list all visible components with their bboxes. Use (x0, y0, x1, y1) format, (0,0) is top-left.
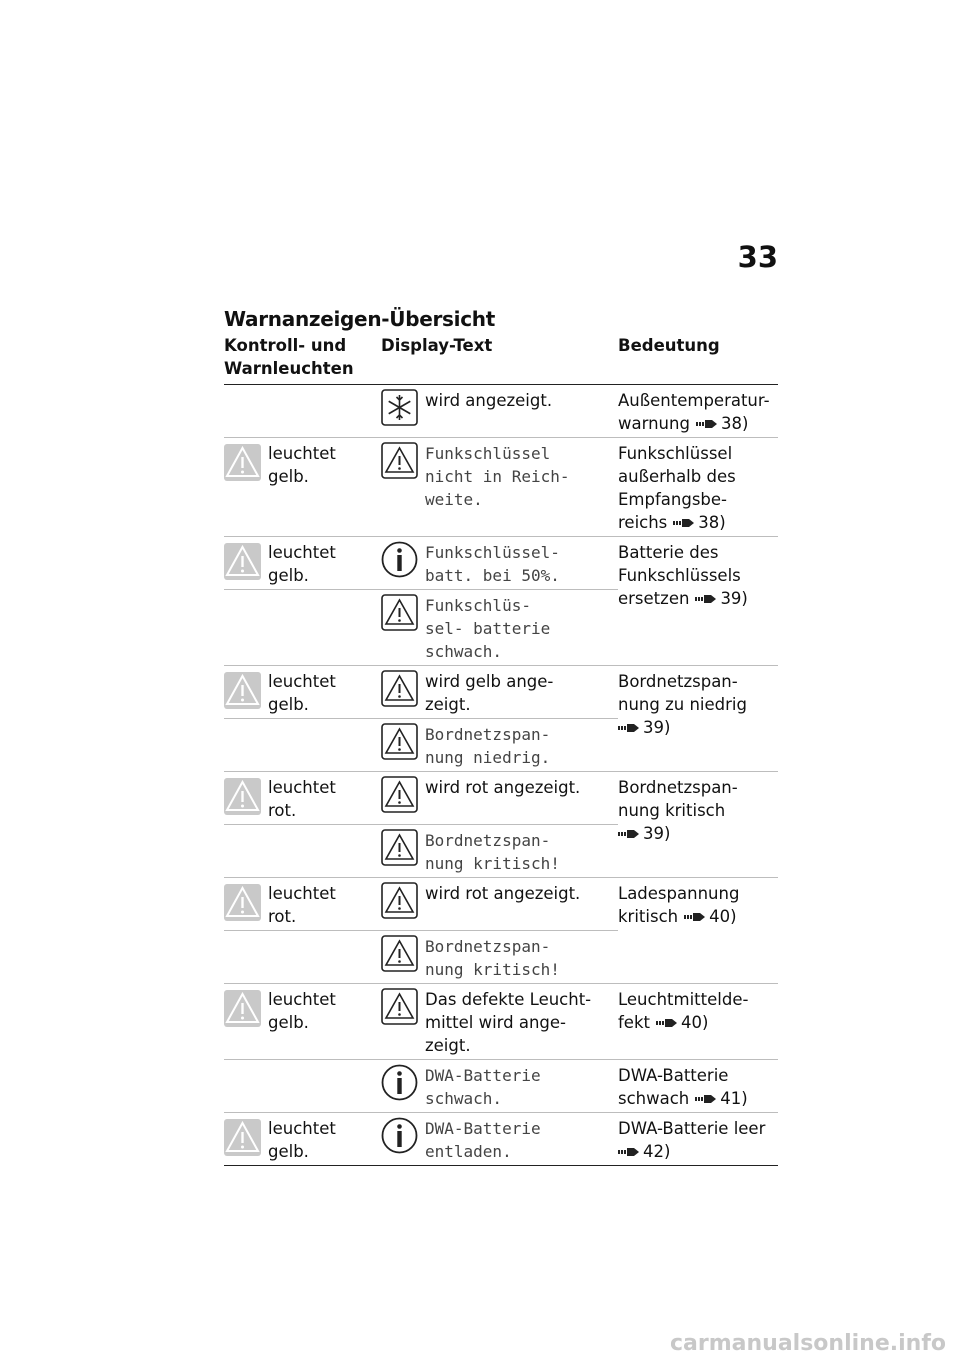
warning-triangle-icon (381, 594, 418, 631)
table-row (224, 666, 778, 719)
meaning-text: Außentemperatur- warnung (618, 391, 770, 433)
meaning-text: DWA-Batterie leer (618, 1119, 766, 1138)
page-reference[interactable]: 39) (643, 718, 671, 737)
warning-light-icon (224, 1119, 261, 1156)
control-cell (224, 666, 381, 719)
control-text: leuchtet gelb. (268, 1119, 336, 1161)
page-reference-arrow-icon (696, 418, 718, 430)
meaning-cell (618, 537, 778, 666)
display-cell (381, 666, 618, 719)
table-row (224, 772, 778, 825)
meaning-text: Leuchtmittelde- fekt (618, 990, 749, 1032)
display-text: Bordnetzspan- nung kritisch! (425, 937, 560, 979)
meaning-text: DWA-Batterie schwach (618, 1066, 729, 1108)
control-cell (224, 984, 381, 1060)
table-row (224, 984, 778, 1060)
header-display-text: Display-Text (381, 336, 493, 355)
meaning-text: Funkschlüssel außerhalb des Empfangsbe- reichs (618, 444, 736, 532)
page-reference[interactable]: 40) (681, 1013, 709, 1032)
table-row (224, 438, 778, 537)
warning-triangle-icon (381, 442, 418, 479)
info-icon (381, 541, 418, 578)
display-cell (381, 772, 618, 825)
display-text: Bordnetzspan- nung niedrig. (425, 725, 551, 767)
warning-triangle-icon (381, 670, 418, 707)
table-row (224, 537, 778, 590)
page-reference[interactable]: 39) (643, 824, 671, 843)
control-text: leuchtet gelb. (268, 990, 336, 1032)
warning-triangle-icon (381, 723, 418, 760)
control-cell (224, 772, 381, 825)
page-reference-arrow-icon (673, 517, 695, 529)
control-text: leuchtet gelb. (268, 672, 336, 714)
meaning-cell (618, 1060, 778, 1113)
warning-light-icon (224, 884, 261, 921)
display-text: wird rot angezeigt. (425, 884, 581, 903)
meaning-text: Batterie des Funkschlüssels ersetzen (618, 543, 741, 608)
page-reference-arrow-icon (656, 1017, 678, 1029)
table-row (224, 385, 778, 438)
control-text: leuchtet rot. (268, 884, 336, 926)
display-cell (381, 984, 618, 1060)
page-reference-arrow-icon (695, 1093, 717, 1105)
display-cell (381, 385, 618, 438)
page-reference[interactable]: 39) (720, 589, 748, 608)
control-cell (224, 1060, 381, 1113)
meaning-cell (618, 1113, 778, 1166)
page-reference[interactable]: 38) (720, 414, 749, 433)
meaning-cell (618, 984, 778, 1060)
info-icon (381, 1117, 418, 1154)
page-reference[interactable]: 41) (720, 1089, 748, 1108)
warning-triangle-icon (381, 988, 418, 1025)
control-cell (224, 878, 381, 931)
display-text: Funkschlüs- sel- batterie schwach. (425, 596, 551, 661)
meaning-cell (618, 438, 778, 537)
display-cell (381, 878, 618, 931)
display-cell (381, 438, 618, 537)
display-cell (381, 1060, 618, 1113)
meaning-text: Ladespannung kritisch (618, 884, 740, 926)
page-number: 33 (737, 240, 778, 274)
control-cell (224, 825, 381, 878)
meaning-text: Bordnetzspan- nung zu niedrig (618, 672, 747, 714)
warning-triangle-icon (381, 882, 418, 919)
control-cell (224, 385, 381, 438)
info-icon (381, 1064, 418, 1101)
page-reference-arrow-icon (684, 911, 706, 923)
display-cell (381, 931, 618, 984)
display-text: wird angezeigt. (425, 391, 553, 410)
table-row (224, 878, 778, 931)
warning-light-icon (224, 543, 261, 580)
display-text: Bordnetzspan- nung kritisch! (425, 831, 560, 873)
control-cell (224, 719, 381, 772)
warning-triangle-icon (381, 829, 418, 866)
display-text: Funkschlüssel nicht in Reich- weite. (425, 444, 570, 509)
display-cell (381, 1113, 618, 1166)
header-control-lights: Kontroll- und Warnleuchten (224, 336, 354, 378)
warning-triangle-icon (381, 776, 418, 813)
control-text: leuchtet gelb. (268, 543, 336, 585)
meaning-text: Bordnetzspan- nung kritisch (618, 778, 738, 820)
header-meaning: Bedeutung (618, 336, 720, 355)
control-text: leuchtet gelb. (268, 444, 336, 486)
page-reference[interactable]: 38) (698, 513, 726, 532)
page-reference[interactable]: 42) (643, 1142, 671, 1161)
display-cell (381, 719, 618, 772)
warning-light-icon (224, 778, 261, 815)
page-reference-arrow-icon (618, 1146, 640, 1158)
display-cell (381, 537, 618, 590)
snowflake-icon (381, 389, 418, 426)
display-text: Funkschlüssel- batt. bei 50%. (425, 543, 560, 585)
display-text: wird rot angezeigt. (425, 778, 581, 797)
warning-light-icon (224, 444, 261, 481)
section-title: Warnanzeigen-Übersicht (224, 307, 495, 331)
display-text: DWA-Batterie schwach. (425, 1066, 541, 1108)
display-text: Das defekte Leucht- mittel wird ange- zeigt. (425, 990, 592, 1055)
display-text: DWA-Batterie entladen. (425, 1119, 541, 1161)
control-cell (224, 931, 381, 984)
display-cell (381, 590, 618, 666)
page-reference-arrow-icon (695, 593, 717, 605)
control-cell (224, 537, 381, 590)
page-reference[interactable]: 40) (709, 907, 737, 926)
control-cell (224, 590, 381, 666)
meaning-cell (618, 878, 778, 984)
table-row (224, 1060, 778, 1113)
control-text: leuchtet rot. (268, 778, 336, 820)
meaning-cell (618, 772, 778, 878)
page-reference-arrow-icon (618, 828, 640, 840)
meaning-cell (618, 385, 778, 438)
control-cell (224, 1113, 381, 1166)
warning-light-icon (224, 990, 261, 1027)
warning-light-icon (224, 672, 261, 709)
watermark: carmanualsonline.info (670, 1331, 946, 1356)
warning-overview-table (224, 334, 778, 1166)
table-row (224, 1113, 778, 1166)
warning-triangle-icon (381, 935, 418, 972)
display-cell (381, 825, 618, 878)
table-header-row (224, 334, 778, 385)
meaning-cell (618, 666, 778, 772)
control-cell (224, 438, 381, 537)
page-reference-arrow-icon (618, 722, 640, 734)
display-text: wird gelb ange- zeigt. (425, 672, 554, 714)
